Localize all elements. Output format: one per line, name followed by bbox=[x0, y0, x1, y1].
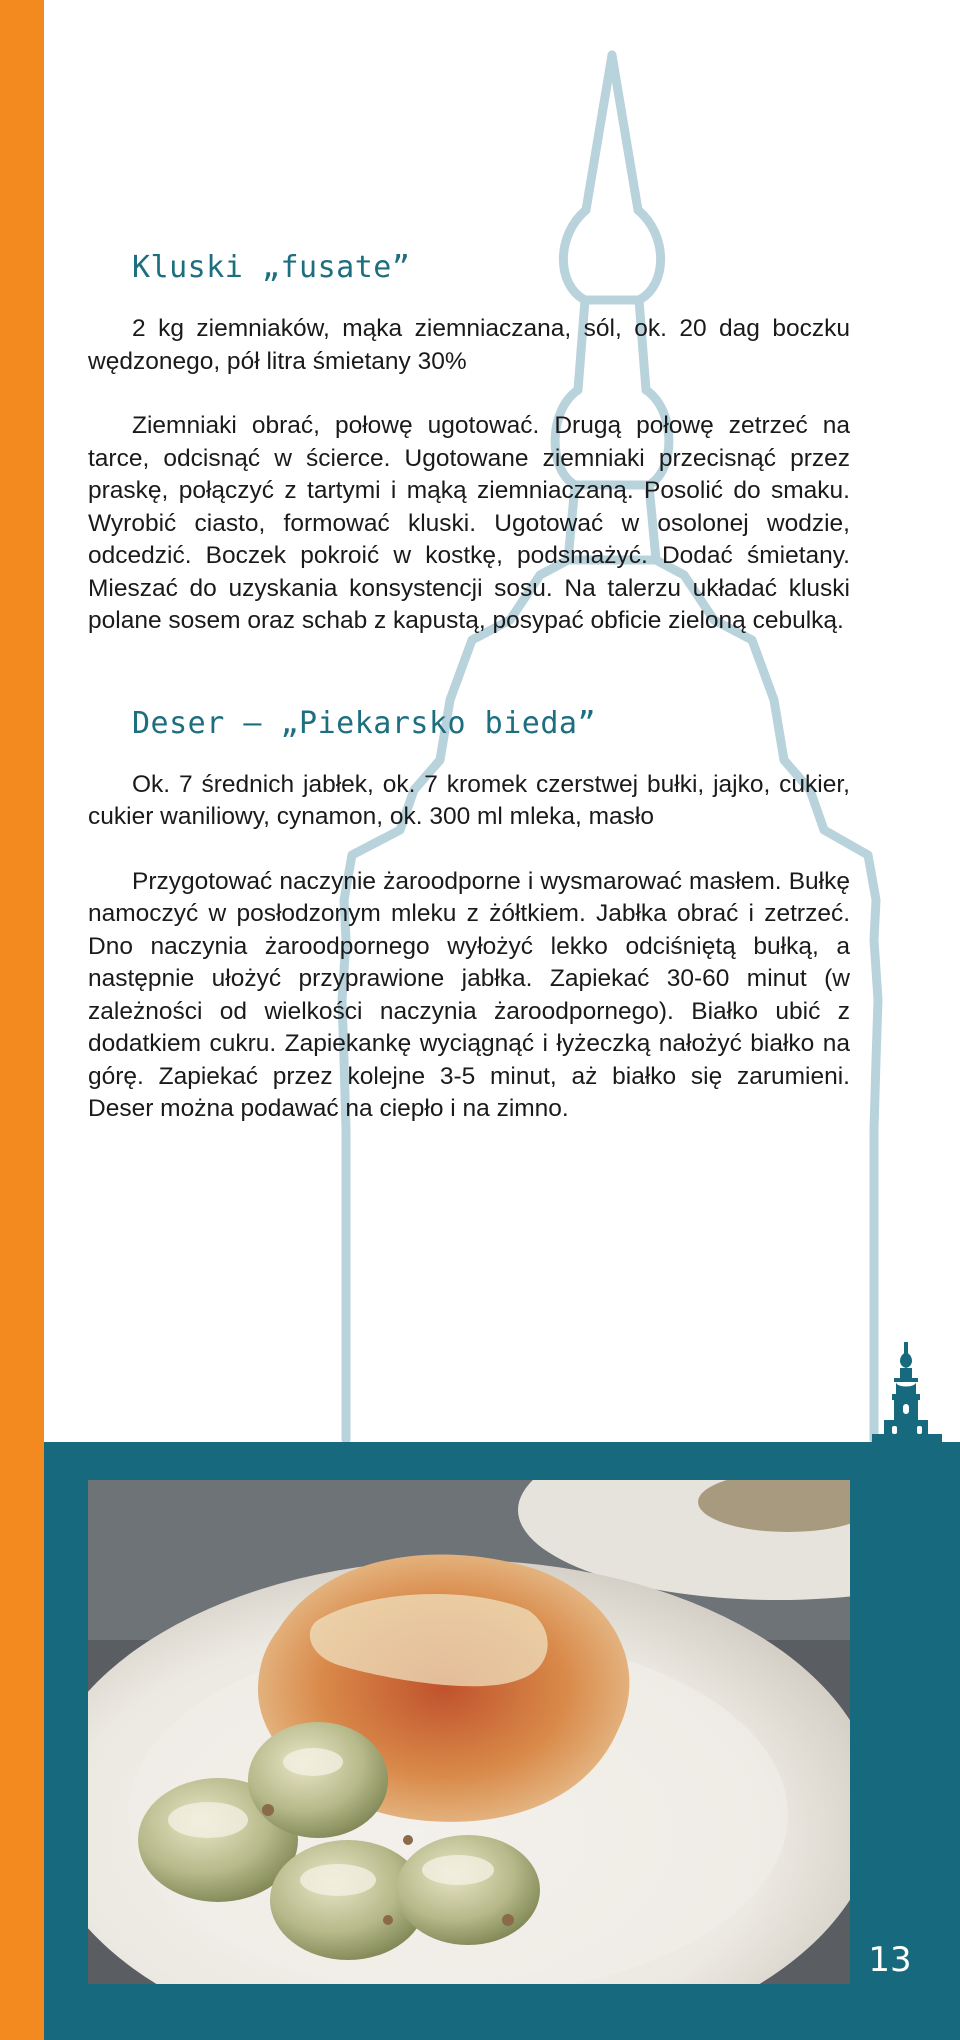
recipe-method-kluski: Ziemniaki obrać, połowę ugotować. Drugą połowę zetrzeć na tarce, odcisnąć w ścierce. Ugotowane ziemniaki przecisnąć przez praskę, połączyć z tartymi i mąką ziemniaczaną. Posolić do smaku. Wyrobić ciasto, formować kluski. Ugotować w osolonej wodzie, odcedzić. Boczek pokroić w kostkę, podsmażyć. Dodać śmietany. Mieszać do uzyskania konsystencji sosu. Na talerzu układać kluski polane sosem oraz schab z kapustą, posypać obficie zieloną cebulką. bbox=[88, 412, 850, 634]
recipe-ingredients-kluski: 2 kg ziemniaków, mąka ziemniaczana, sól, ok. 20 dag boczku wędzonego, pół litra śmietany 30% bbox=[88, 315, 850, 375]
page-number: 13 bbox=[868, 1940, 912, 1980]
recipe-content bbox=[88, 250, 850, 1126]
recipe-title-deser: Deser – „Piekarsko bieda” bbox=[132, 705, 597, 741]
orange-side-strip bbox=[0, 0, 44, 2040]
recipe-ingredients-deser: Ok. 7 średnich jabłek, ok. 7 kromek czerstwej bułki, jajko, cukier, cukier waniliowy, cynamon, ok. 300 ml mleka, masło bbox=[88, 770, 850, 830]
recipe-method-deser: Przygotować naczynie żaroodporne i wysmarować masłem. Bułkę namoczyć w posłodzonym mleku z żółtkiem. Jabłka obrać i zetrzeć. Dno naczynia żaroodpornego wyłożyć lekko odciśniętą bułką, a następnie ułożyć przyprawione jabłka. Zapiekać 30-60 minut (w zależności od wielkości naczynia żaroodpornego). Białko ubić z dodatkiem cukru. Zapiekankę wyciągnąć i łyżeczką nałożyć białko na górę. Zapiekać przez kolejne 3-5 minut, aż białko się zarumieni. Deser można podawać na ciepło i na zimno. bbox=[88, 867, 850, 1122]
food-photo bbox=[88, 1480, 850, 1984]
recipe-title-kluski: Kluski „fusate” bbox=[132, 250, 411, 285]
church-tower-silhouette-icon bbox=[872, 1342, 942, 1446]
